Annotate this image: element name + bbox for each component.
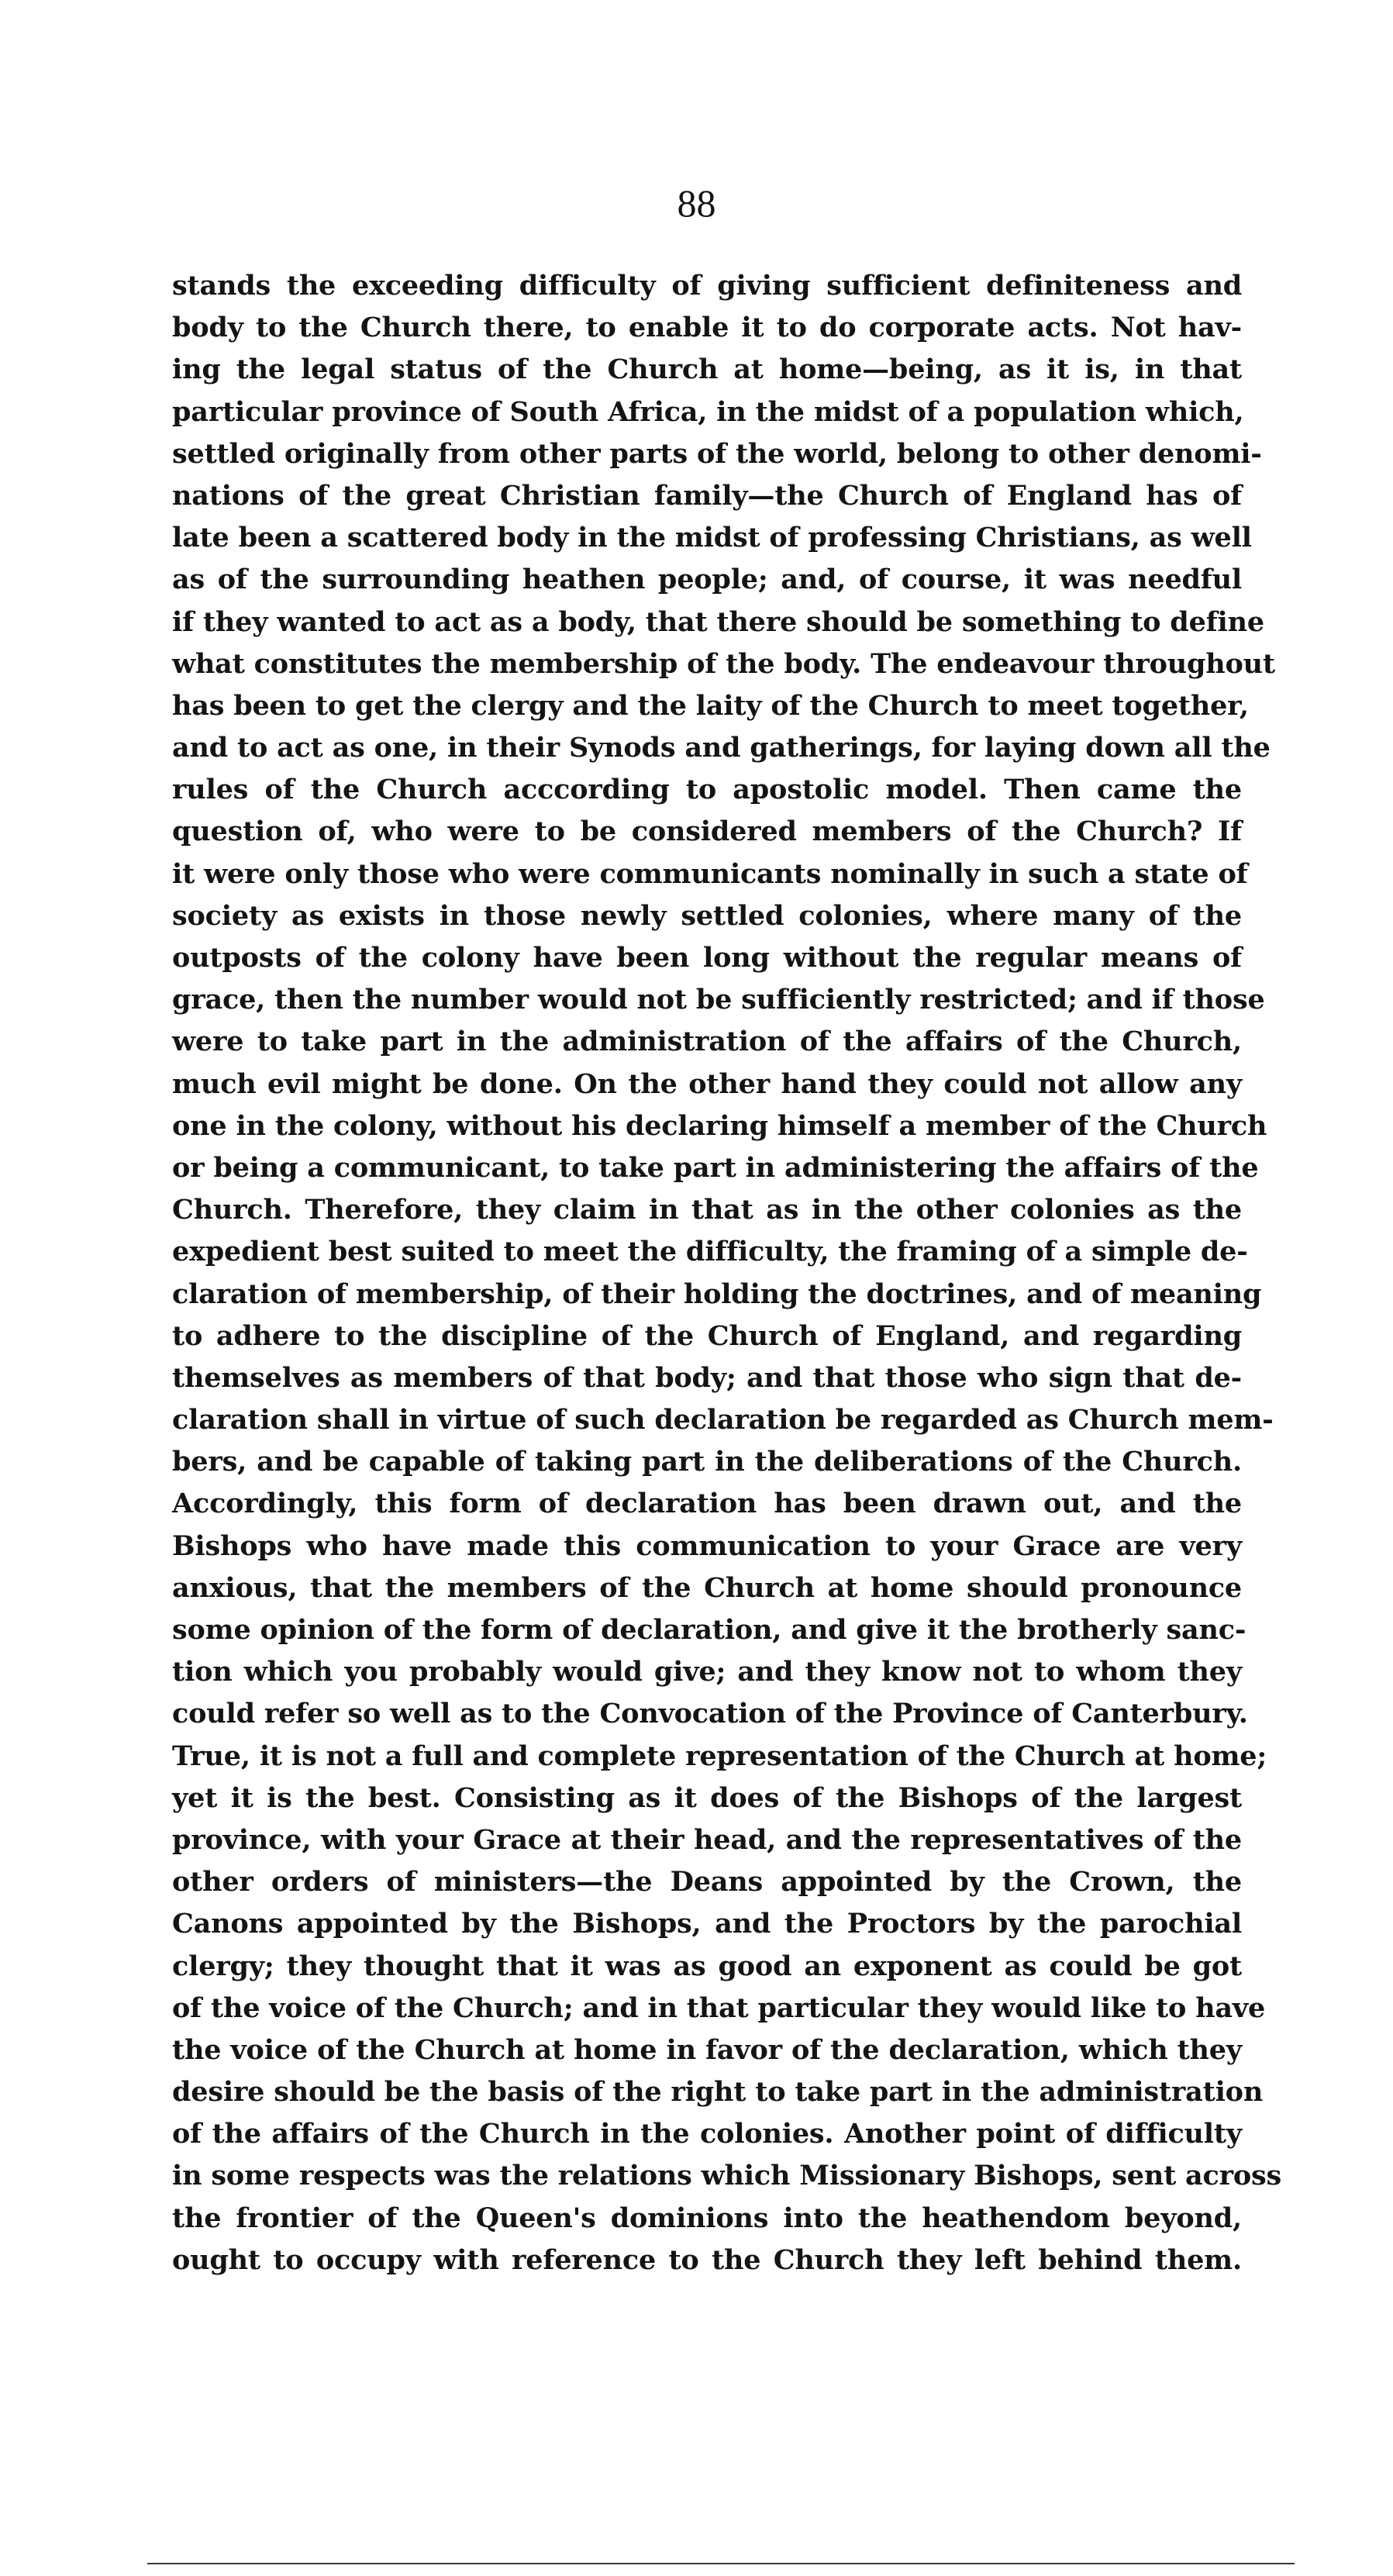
text-line: body to the Church there, to enable it to do corporate acts. Not hav- [172, 312, 1242, 344]
text-line: Accordingly, this form of declaration has been drawn out, and the [172, 1488, 1242, 1520]
text-line: to adhere to the discipline of the Church of England, and regarding [172, 1319, 1242, 1352]
text-line: could refer so well as to the Convocation of the Province of Canterbury. [172, 1698, 1248, 1730]
text-line: in some respects was the relations which Missionary Bishops, sent across [172, 2160, 1282, 2192]
text-line: were to take part in the administration of the affairs of the Church, [172, 1026, 1242, 1058]
text-line: tion which you probably would give; and they know not to whom they [172, 1656, 1242, 1688]
text-line: yet it is the best. Consisting as it does of the Bishops of the largest [172, 1781, 1242, 1814]
text-line: if they wanted to act as a body, that there should be something to define [172, 605, 1264, 638]
text-line: the frontier of the Queen's dominions into the heathendom beyond, [172, 2202, 1242, 2234]
text-line: of the voice of the Church; and in that particular they would like to have [172, 1991, 1266, 2024]
text-line: one in the colony, without his declaring himself a member of the Church [172, 1109, 1267, 1142]
text-line: as of the surrounding heathen people; and, of course, it was needful [172, 564, 1242, 596]
text-line: clergy; they thought that it was as good an exponent as could be got [172, 1950, 1242, 1982]
text-line: province, with your Grace at their head, and the representatives of the [172, 1823, 1242, 1856]
text-line: late been a scattered body in the midst of professing Christians, as well [172, 522, 1252, 554]
text-line: Canons appointed by the Bishops, and the Proctors by the parochial [172, 1908, 1242, 1940]
text-line: True, it is not a full and complete representation of the Church at home; [172, 1740, 1267, 1772]
text-line: the voice of the Church at home in favor of the declaration, which they [172, 2033, 1242, 2066]
text-line: desire should be the basis of the right to take part in the administration [172, 2076, 1264, 2109]
text-line: some opinion of the form of declaration, and give it the brotherly sanc- [172, 1614, 1246, 1646]
text-line: anxious, that the members of the Church at home should pronounce [172, 1571, 1242, 1604]
body-text [172, 265, 1282, 2281]
text-line: nations of the great Christian family—the Church of England has of [172, 479, 1242, 512]
text-line: other orders of ministers—the Deans appointed by the Crown, the [172, 1866, 1242, 1898]
text-line: themselves as members of that body; and that those who sign that de- [172, 1361, 1242, 1394]
text-line: bers, and be capable of taking part in the deliberations of the Church. [172, 1446, 1242, 1478]
text-line: particular province of South Africa, in the midst of a population which, [172, 395, 1244, 428]
text-line: outposts of the colony have been long without the regular means of [172, 942, 1242, 974]
text-line: question of, who were to be considered members of the Church? If [172, 816, 1242, 848]
text-line: much evil might be done. On the other hand they could not allow any [172, 1067, 1242, 1100]
page-bottom-rule [147, 2563, 1295, 2564]
text-line: stands the exceeding difficulty of giving sufficient definiteness and [172, 270, 1242, 302]
text-line: claration of membership, of their holding the doctrines, and of meaning [172, 1278, 1262, 1310]
text-line: ing the legal status of the Church at home—being, as it is, in that [172, 353, 1242, 386]
text-line: claration shall in virtue of such declaration be regarded as Church mem- [172, 1404, 1274, 1436]
text-line: rules of the Church acccording to apostolic model. Then came the [172, 774, 1242, 806]
text-line: of the affairs of the Church in the colonies. Another point of difficulty [172, 2118, 1242, 2150]
page-number: 88 [677, 181, 716, 225]
text-line: has been to get the clergy and the laity of the Church to meet together, [172, 689, 1249, 722]
text-line: Bishops who have made this communication to your Grace are very [172, 1529, 1242, 1562]
text-line: what constitutes the membership of the body. The endeavour throughout [172, 647, 1275, 680]
text-line: society as exists in those newly settled colonies, where many of the [172, 899, 1242, 932]
text-line: Church. Therefore, they claim in that as in the other colonies as the [172, 1194, 1242, 1226]
text-line: ought to occupy with reference to the Church they left behind them. [172, 2243, 1242, 2276]
text-line: and to act as one, in their Synods and gatherings, for laying down all the [172, 732, 1271, 764]
text-line: expedient best suited to meet the difficulty, the framing of a simple de- [172, 1236, 1248, 1268]
text-line: it were only those who were communicants nominally in such a state of [172, 857, 1248, 890]
text-line: settled originally from other parts of the world, belong to other denomi- [172, 437, 1262, 470]
text-line: or being a communicant, to take part in administering the affairs of the [172, 1151, 1259, 1184]
text-line: grace, then the number would not be sufficiently restricted; and if those [172, 984, 1265, 1016]
